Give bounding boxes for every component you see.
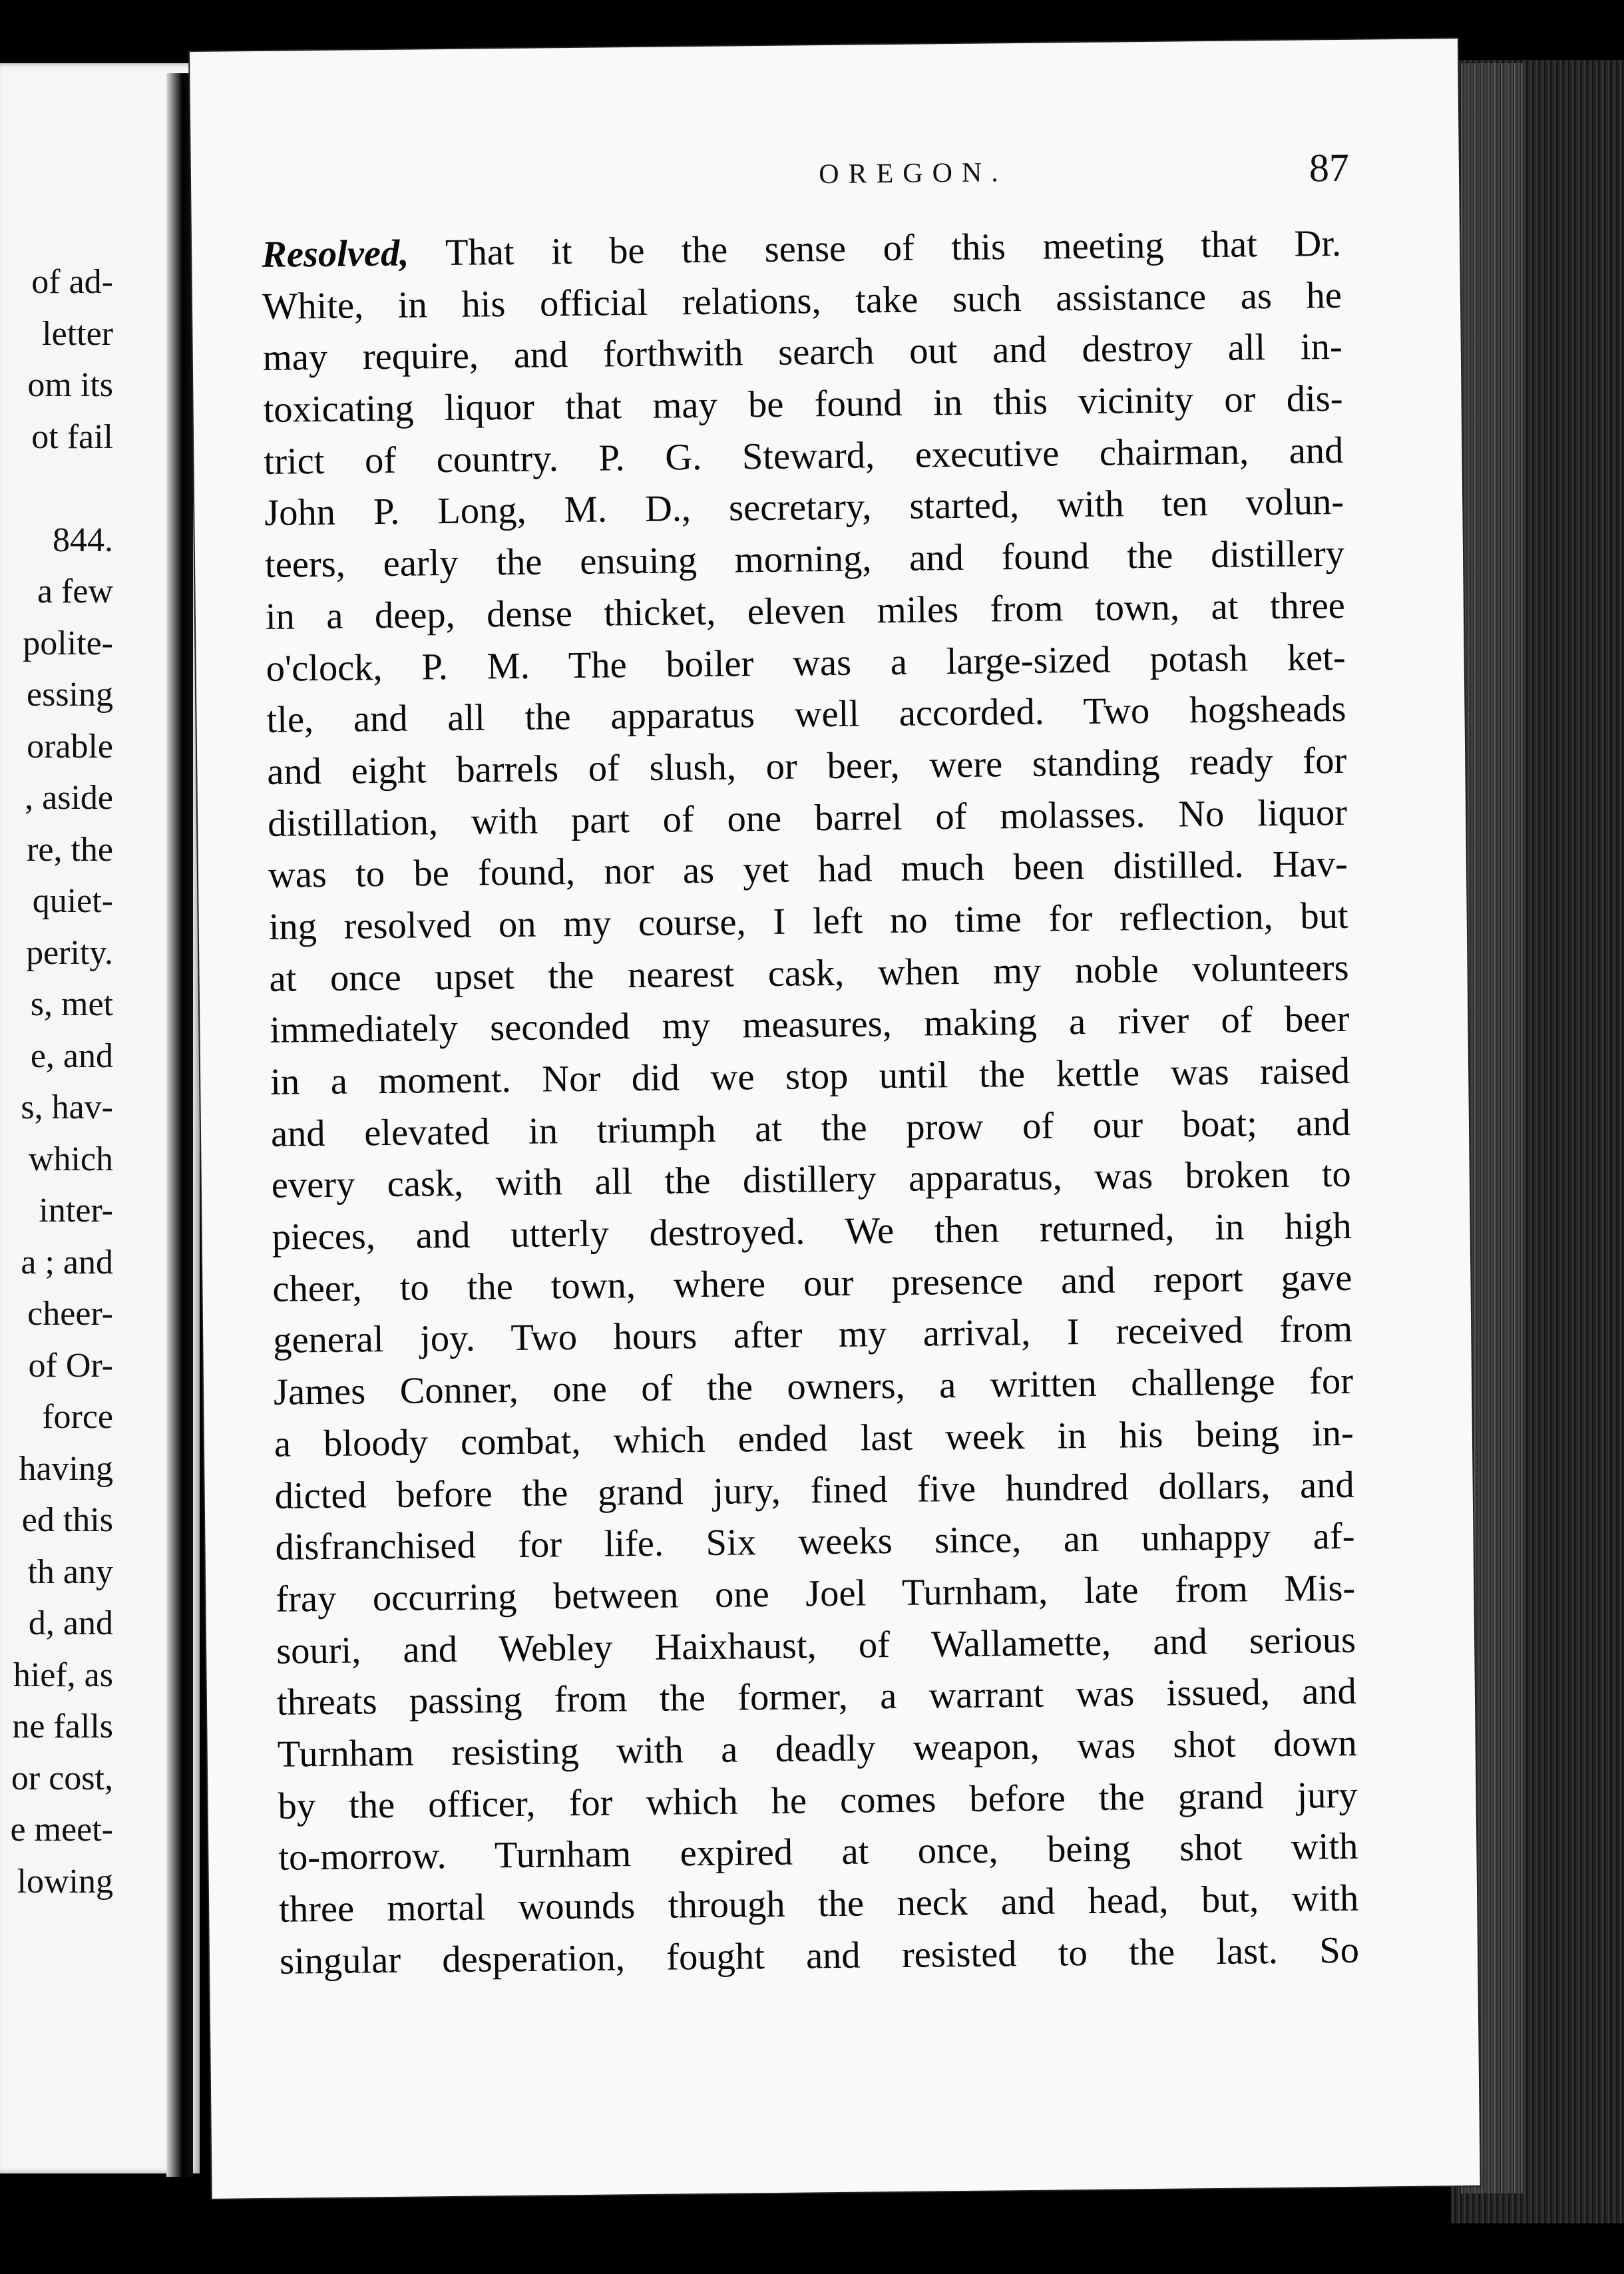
left-page-line: letter bbox=[42, 314, 113, 353]
body-text bbox=[262, 218, 1360, 1988]
body-line: ing resolved on my course, I left no time for reflection, but bbox=[268, 895, 1349, 948]
body-line: James Conner, one of the owners, a written challenge for bbox=[273, 1360, 1354, 1413]
body-line: pieces, and utterly destroyed. We then returned, in high bbox=[272, 1205, 1352, 1258]
body-line: toxicating liquor that may be found in this vicinity or dis- bbox=[263, 377, 1343, 431]
left-page-text bbox=[11, 256, 113, 1907]
body-line: at once upset the nearest cask, when my noble volunteers bbox=[269, 947, 1349, 1000]
body-line: and eight barrels of slush, or beer, were standing ready for bbox=[267, 740, 1347, 793]
left-page-line: of ad- bbox=[31, 263, 113, 301]
lead-word: Resolved, bbox=[261, 232, 409, 276]
body-line: general joy. Two hours after my arrival, I received from bbox=[272, 1309, 1353, 1362]
body-line: threats passing from the former, a warrant was issued, and bbox=[276, 1671, 1357, 1724]
body-line: dicted before the grand jury, fined five hundred dollars, and bbox=[274, 1464, 1354, 1517]
body-line: fray occurring between one Joel Turnham, late from Mis- bbox=[276, 1567, 1356, 1620]
left-page-line: th any bbox=[27, 1552, 113, 1591]
left-page-line: d, and bbox=[28, 1604, 113, 1642]
body-line: o'clock, P. M. The boiler was a large-sized potash ket- bbox=[266, 636, 1346, 690]
body-line: was to be found, nor as yet had much been distilled. Hav- bbox=[268, 843, 1348, 897]
left-page-line: which bbox=[28, 1140, 113, 1178]
page-number: 87 bbox=[1309, 145, 1350, 190]
left-page-line: inter- bbox=[39, 1192, 113, 1230]
body-line: Turnham resisting with a deadly weapon, was shot down bbox=[277, 1722, 1358, 1775]
left-page-line: om its bbox=[27, 366, 113, 404]
body-line: and elevated in triumph at the prow of our boat; and bbox=[270, 1102, 1351, 1155]
left-page-line: polite- bbox=[23, 624, 113, 662]
body-line: John P. Long, M. D., secretary, started, with ten volun- bbox=[264, 481, 1344, 535]
body-line: distillation, with part of one barrel of molasses. No liquor bbox=[267, 792, 1348, 845]
body-line: teers, early the ensuing morning, and found the distillery bbox=[264, 533, 1345, 586]
left-page-line: s, met bbox=[30, 985, 113, 1023]
running-head: OREGON. bbox=[818, 157, 1008, 190]
left-page-line: having bbox=[19, 1449, 113, 1488]
left-page-line: or cost, bbox=[11, 1759, 113, 1797]
left-page-line: e, and bbox=[30, 1036, 113, 1075]
body-line: every cask, with all the distillery apparatus, was broken to bbox=[271, 1154, 1352, 1207]
body-line: tle, and all the apparatus well accorded. Two hogsheads bbox=[266, 688, 1346, 742]
body-line-text: That it be the sense of this meeting that Dr. bbox=[409, 222, 1342, 274]
body-line: trict of country. P. G. Steward, executive chairman, and bbox=[264, 429, 1344, 483]
body-line: by the officer, for which he comes before the grand jury bbox=[278, 1774, 1358, 1827]
body-line: White, in his official relations, take such assistance as he bbox=[262, 274, 1342, 328]
left-page-line: a ; and bbox=[21, 1243, 113, 1281]
body-line: in a deep, dense thicket, eleven miles from town, at three bbox=[265, 584, 1346, 638]
body-line: in a moment. Nor did we stop until the kettle was raised bbox=[270, 1050, 1350, 1103]
left-page-line: a few bbox=[37, 572, 113, 610]
body-line: three mortal wounds through the neck and head, but, with bbox=[278, 1877, 1359, 1931]
left-page-line: re, the bbox=[27, 830, 113, 869]
body-line: may require, and forthwith search out and destroy all in- bbox=[262, 326, 1343, 379]
left-page-line: s, hav- bbox=[21, 1088, 113, 1126]
left-page-line: ot fail bbox=[31, 417, 113, 456]
left-page-line: quiet- bbox=[32, 882, 113, 920]
body-line: souri, and Webley Haixhaust, of Wallamette, and serious bbox=[276, 1619, 1356, 1672]
left-page-line: orable bbox=[27, 727, 113, 766]
left-page-line: 844. bbox=[53, 521, 113, 559]
body-line: disfranchised for life. Six weeks since, an unhappy af- bbox=[275, 1515, 1355, 1568]
left-page-line: ne falls bbox=[12, 1707, 113, 1745]
left-page-line: perity. bbox=[26, 933, 113, 972]
right-page bbox=[190, 39, 1480, 2199]
left-page-line: cheer- bbox=[27, 1295, 113, 1333]
left-page-line bbox=[11, 463, 113, 515]
left-page-line: , aside bbox=[25, 779, 113, 817]
left-page-line: e meet- bbox=[10, 1811, 113, 1849]
left-page-line: force bbox=[42, 1398, 113, 1436]
body-line: a bloody combat, which ended last week in his being in- bbox=[274, 1412, 1354, 1465]
left-page-line: essing bbox=[27, 676, 113, 714]
left-page-line: hief, as bbox=[13, 1656, 113, 1694]
body-line: immediately seconded my measures, making a river of beer bbox=[270, 999, 1350, 1052]
body-line: cheer, to the town, where our presence and report gave bbox=[272, 1257, 1352, 1310]
book-gutter bbox=[166, 73, 193, 2177]
body-line: to-morrow. Turnham expired at once, being shot with bbox=[278, 1826, 1358, 1879]
left-page-line: lowing bbox=[17, 1862, 113, 1901]
left-page-line: ed this bbox=[21, 1501, 113, 1539]
left-page-line: of Or- bbox=[28, 1346, 113, 1385]
body-line: singular desperation, fought and resisted to the last. So bbox=[279, 1929, 1360, 1982]
